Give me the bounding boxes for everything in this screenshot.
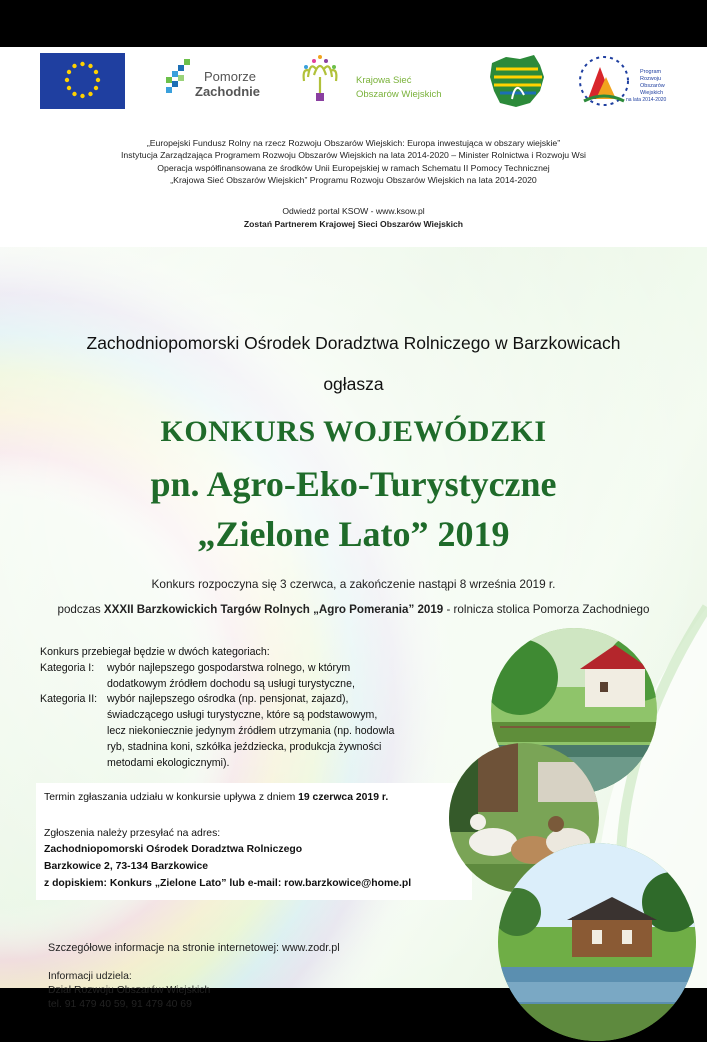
category-text: wybór najlepszego ośrodka (np. pensjonat, zajazd), bbox=[107, 693, 349, 706]
category-text: ryb, stadnina koni, szkółka jeździecka, produkcja żywności bbox=[107, 740, 382, 753]
category-label: Kategoria I: bbox=[40, 661, 95, 674]
announces-text: ogłasza bbox=[323, 374, 384, 394]
funding-line: „Europejski Fundusz Rolny na rzecz Rozwoju Obszarów Wiejskich: Europa inwestująca w obszary wiejskie” bbox=[146, 138, 561, 148]
ksow-visit: Odwiedź portal KSOW - www.ksow.pl bbox=[282, 206, 425, 216]
category-text: lecz niekoniecznie jedynym źródłem utrzymania (np. hodowla bbox=[107, 724, 395, 737]
svg-text:Zachodnie: Zachodnie bbox=[195, 84, 261, 99]
funding-notice bbox=[0, 137, 707, 187]
contact-phone: tel. 91 479 40 59, 91 479 40 69 bbox=[48, 999, 192, 1010]
funding-line: Instytucja Zarządzająca Programem Rozwoju Obszarów Wiejskich na lata 2014-2020 – Minister Rolnictwa i Rozwoju Wsi bbox=[121, 150, 586, 161]
category-label: Kategoria II: bbox=[40, 693, 98, 706]
logo-strip bbox=[0, 47, 707, 117]
contact-department: Dział Rozwoju Obszarów Wiejskich bbox=[48, 985, 211, 996]
poland-map-logo bbox=[490, 55, 544, 107]
fair-prefix: podczas bbox=[57, 603, 104, 616]
prow-logo bbox=[580, 57, 667, 105]
svg-text:Rozwoju: Rozwoju bbox=[640, 76, 662, 82]
contest-title: KONKURS WOJEWÓDZKI bbox=[160, 415, 547, 448]
category-2 bbox=[40, 692, 460, 708]
svg-text:Wiejskich: Wiejskich bbox=[640, 90, 664, 96]
address-email-line: z dopiskiem: Konkurs „Zielone Lato” lub e-mail: row.barzkowice@home.pl bbox=[44, 878, 412, 889]
address-line: Zachodniopomorski Ośrodek Doradztwa Rolniczego bbox=[44, 844, 303, 855]
svg-text:Program: Program bbox=[640, 69, 662, 75]
fair-name: XXXII Barzkowickich Targów Rolnych „Agro Pomerania” 2019 bbox=[103, 603, 444, 616]
category-text: metodami ekologicznymi). bbox=[107, 756, 230, 769]
send-to-label: Zgłoszenia należy przesyłać na adres: bbox=[44, 828, 221, 839]
contest-dates: Konkurs rozpoczyna się 3 czerwca, a zakończenie nastąpi 8 września 2019 r. bbox=[151, 577, 556, 591]
more-info-text: Szczegółowe informacje na stronie internetowej: www.zodr.pl bbox=[48, 942, 340, 954]
svg-text:Obszarów: Obszarów bbox=[640, 83, 665, 89]
wooden-cottage-photo bbox=[497, 842, 697, 1042]
svg-text:na lata 2014-2020: na lata 2014-2020 bbox=[626, 97, 667, 103]
contest-subtitle: pn. Agro-Eko-Turystyczne bbox=[150, 464, 557, 504]
deadline-date: 19 czerwca 2019 r. bbox=[298, 792, 389, 803]
deadline-text bbox=[44, 792, 388, 803]
funding-line: Operacja współfinansowana ze środków Unii Europejskiej w ramach Schematu II Pomocy Technicznej bbox=[157, 162, 550, 173]
poster-page bbox=[0, 47, 707, 1010]
ksow-logo bbox=[304, 55, 442, 101]
categories-intro: Konkurs przebiegał będzie w dwóch kategoriach: bbox=[40, 646, 270, 658]
eu-flag-logo bbox=[40, 53, 125, 109]
fair-info bbox=[0, 603, 707, 616]
svg-text:Obszarów Wiejskich: Obszarów Wiejskich bbox=[356, 89, 442, 100]
ksow-notice bbox=[0, 205, 707, 230]
pomorze-zachodnie-logo bbox=[166, 59, 260, 99]
address-line: Barzkowice 2, 73-134 Barzkowice bbox=[44, 861, 209, 872]
deadline-prefix: Termin zgłaszania udziału w konkursie upływa z dniem bbox=[44, 792, 299, 803]
category-text: wybór najlepszego gospodarstwa rolnego, w którym bbox=[107, 661, 351, 674]
category-text: świadczącego usługi turystyczne, które są podstawowym, bbox=[107, 709, 378, 722]
svg-text:Pomorze: Pomorze bbox=[204, 69, 257, 84]
organizer-name: Zachodniopomorski Ośrodek Doradztwa Rolniczego w Barzkowicach bbox=[86, 333, 621, 353]
category-text: dodatkowym źródłem dochodu są usługi turystyczne, bbox=[107, 677, 355, 690]
category-1 bbox=[40, 661, 460, 677]
application-box bbox=[36, 783, 472, 900]
contact-label: Informacji udziela: bbox=[48, 971, 132, 982]
contest-name: „Zielone Lato” 2019 bbox=[197, 514, 510, 554]
fair-suffix: - rolnicza stolica Pomorza Zachodniego bbox=[443, 603, 650, 616]
categories-section bbox=[40, 645, 460, 771]
poster-body bbox=[0, 247, 707, 1010]
svg-text:Krajowa Sieć: Krajowa Sieć bbox=[356, 75, 412, 86]
funding-line: „Krajowa Sieć Obszarów Wiejskich” Programu Rozwoju Obszarów Wiejskich na lata 2014-2020 bbox=[170, 175, 537, 186]
ksow-partner: Zostań Partnerem Krajowej Sieci Obszarów Wiejskich bbox=[243, 218, 464, 229]
